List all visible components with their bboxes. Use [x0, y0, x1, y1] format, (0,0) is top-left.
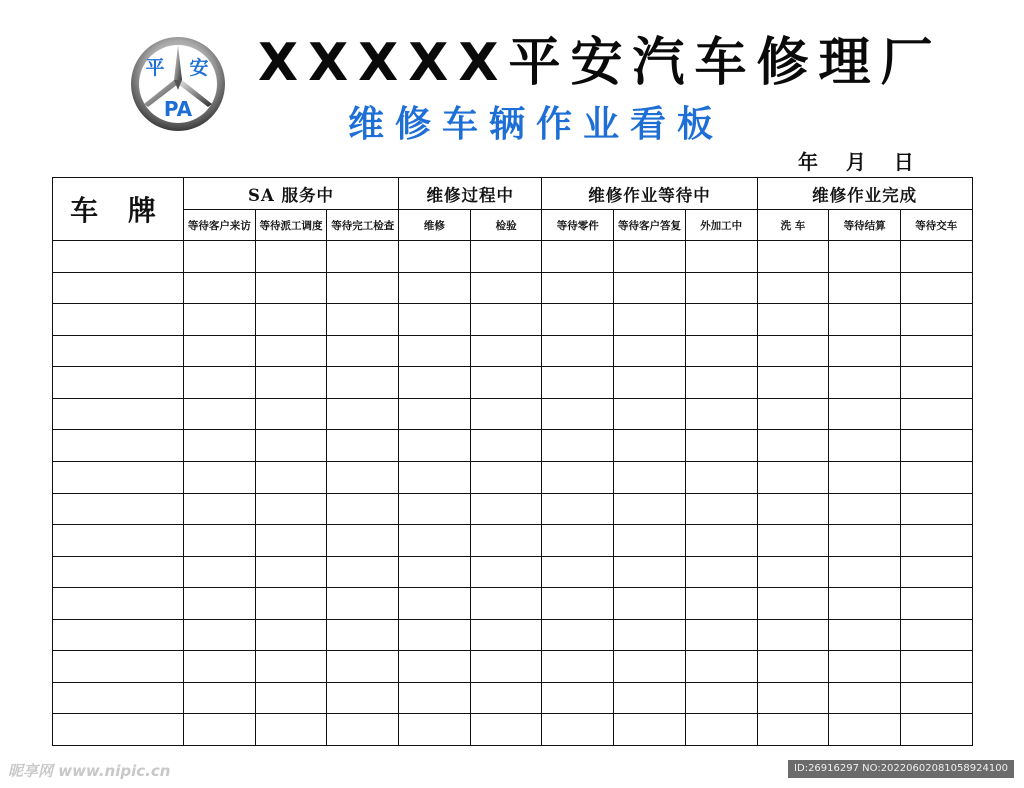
- table-row: [53, 304, 973, 336]
- status-cell: [614, 272, 686, 304]
- status-cell: [327, 335, 399, 367]
- status-cell: [614, 525, 686, 557]
- group-header-waiting: 维修作业等待中: [542, 178, 757, 210]
- status-cell: [542, 241, 614, 273]
- status-cell: [757, 619, 829, 651]
- status-cell: [184, 493, 256, 525]
- star-logo-icon: [128, 34, 228, 134]
- image-id-badge: ID:26916297 NO:20220602081058924100: [788, 760, 1014, 778]
- status-cell: [184, 241, 256, 273]
- status-cell: [470, 304, 542, 336]
- status-cell: [542, 272, 614, 304]
- status-cell: [255, 304, 327, 336]
- group-header-row: [53, 178, 973, 210]
- status-cell: [614, 556, 686, 588]
- status-cell: [542, 651, 614, 683]
- table-row: [53, 682, 973, 714]
- status-cell: [327, 304, 399, 336]
- status-cell: [757, 241, 829, 273]
- status-cell: [757, 714, 829, 746]
- status-cell: [757, 272, 829, 304]
- table-row: [53, 272, 973, 304]
- status-cell: [757, 398, 829, 430]
- status-cell: [685, 304, 757, 336]
- status-cell: [900, 272, 972, 304]
- status-cell: [399, 430, 471, 462]
- status-cell: [829, 241, 901, 273]
- status-cell: [614, 367, 686, 399]
- status-cell: [542, 619, 614, 651]
- logo-char-left: 平: [145, 57, 165, 79]
- status-cell: [255, 682, 327, 714]
- watermark-text: 昵享网 www.nipic.cn: [8, 762, 171, 780]
- status-cell: [614, 588, 686, 620]
- plate-cell: [53, 493, 184, 525]
- plate-cell: [53, 241, 184, 273]
- status-cell: [757, 556, 829, 588]
- status-cell: [542, 682, 614, 714]
- status-cell: [399, 367, 471, 399]
- status-cell: [470, 525, 542, 557]
- status-cell: [757, 651, 829, 683]
- status-cell: [399, 304, 471, 336]
- status-cell: [829, 461, 901, 493]
- status-cell: [255, 493, 327, 525]
- status-cell: [685, 241, 757, 273]
- status-cell: [255, 367, 327, 399]
- status-cell: [542, 461, 614, 493]
- table-row: [53, 461, 973, 493]
- status-cell: [470, 430, 542, 462]
- status-cell: [542, 556, 614, 588]
- plate-cell: [53, 398, 184, 430]
- status-cell: [255, 651, 327, 683]
- status-cell: [685, 398, 757, 430]
- status-cell: [470, 682, 542, 714]
- status-cell: [399, 682, 471, 714]
- status-cell: [900, 556, 972, 588]
- status-cell: [470, 556, 542, 588]
- sub-header: 等待完工检查: [327, 210, 399, 241]
- status-cell: [327, 461, 399, 493]
- sub-header: 检验: [470, 210, 542, 241]
- plate-cell: [53, 714, 184, 746]
- status-cell: [255, 619, 327, 651]
- date-line: 年 月 日: [798, 150, 914, 174]
- status-cell: [757, 682, 829, 714]
- status-cell: [327, 367, 399, 399]
- status-cell: [255, 556, 327, 588]
- status-cell: [757, 367, 829, 399]
- table-row: [53, 241, 973, 273]
- status-cell: [542, 398, 614, 430]
- table-row: [53, 556, 973, 588]
- status-cell: [255, 461, 327, 493]
- status-cell: [327, 619, 399, 651]
- status-cell: [327, 682, 399, 714]
- status-cell: [470, 588, 542, 620]
- status-cell: [399, 525, 471, 557]
- status-cell: [829, 304, 901, 336]
- sub-header: 等待零件: [542, 210, 614, 241]
- logo: [128, 34, 228, 134]
- plate-cell: [53, 651, 184, 683]
- status-cell: [255, 241, 327, 273]
- status-cell: [470, 272, 542, 304]
- sub-header: 外加工中: [685, 210, 757, 241]
- status-cell: [399, 398, 471, 430]
- status-cell: [685, 272, 757, 304]
- status-cell: [685, 430, 757, 462]
- status-cell: [255, 525, 327, 557]
- status-cell: [900, 241, 972, 273]
- status-cell: [829, 556, 901, 588]
- status-cell: [757, 588, 829, 620]
- status-cell: [829, 367, 901, 399]
- status-cell: [685, 367, 757, 399]
- status-cell: [399, 461, 471, 493]
- status-cell: [470, 241, 542, 273]
- status-cell: [399, 335, 471, 367]
- status-cell: [327, 588, 399, 620]
- status-cell: [184, 651, 256, 683]
- status-cell: [327, 525, 399, 557]
- plate-cell: [53, 430, 184, 462]
- status-cell: [255, 714, 327, 746]
- table-row: [53, 367, 973, 399]
- status-cell: [900, 304, 972, 336]
- status-cell: [757, 493, 829, 525]
- status-cell: [900, 619, 972, 651]
- plate-cell: [53, 272, 184, 304]
- status-cell: [399, 714, 471, 746]
- sub-header: 等待结算: [829, 210, 901, 241]
- status-cell: [470, 335, 542, 367]
- status-cell: [470, 619, 542, 651]
- status-cell: [184, 461, 256, 493]
- status-cell: [542, 525, 614, 557]
- group-header-sa: SA 服务中: [184, 178, 399, 210]
- status-cell: [829, 588, 901, 620]
- status-cell: [757, 430, 829, 462]
- status-cell: [470, 461, 542, 493]
- logo-char-right: 安: [189, 57, 209, 79]
- sub-header: 等待交车: [900, 210, 972, 241]
- sub-header: 等待客户答复: [614, 210, 686, 241]
- status-cell: [900, 682, 972, 714]
- sub-header: 洗 车: [757, 210, 829, 241]
- board-subtitle: 维修车辆作业看板: [348, 104, 725, 145]
- status-cell: [685, 682, 757, 714]
- status-cell: [470, 714, 542, 746]
- status-cell: [685, 461, 757, 493]
- status-cell: [399, 272, 471, 304]
- plate-cell: [53, 588, 184, 620]
- status-cell: [184, 525, 256, 557]
- status-cell: [614, 619, 686, 651]
- status-cell: [184, 430, 256, 462]
- status-cell: [614, 430, 686, 462]
- table-row: [53, 619, 973, 651]
- status-cell: [184, 588, 256, 620]
- status-cell: [829, 335, 901, 367]
- status-cell: [184, 619, 256, 651]
- status-cell: [614, 335, 686, 367]
- status-cell: [184, 556, 256, 588]
- table-row: [53, 525, 973, 557]
- status-cell: [542, 304, 614, 336]
- table-row: [53, 398, 973, 430]
- status-cell: [900, 714, 972, 746]
- status-cell: [470, 651, 542, 683]
- status-cell: [900, 651, 972, 683]
- plate-cell: [53, 556, 184, 588]
- status-cell: [900, 398, 972, 430]
- status-cell: [327, 430, 399, 462]
- status-cell: [255, 588, 327, 620]
- plate-cell: [53, 335, 184, 367]
- status-cell: [255, 398, 327, 430]
- logo-letters: PA: [163, 97, 193, 121]
- status-cell: [685, 556, 757, 588]
- table-row: [53, 588, 973, 620]
- status-cell: [900, 493, 972, 525]
- plate-cell: [53, 619, 184, 651]
- status-cell: [184, 304, 256, 336]
- sub-header: 等待派工调度: [255, 210, 327, 241]
- status-cell: [614, 682, 686, 714]
- status-cell: [829, 525, 901, 557]
- status-cell: [327, 556, 399, 588]
- status-cell: [685, 588, 757, 620]
- plate-cell: [53, 304, 184, 336]
- status-cell: [327, 272, 399, 304]
- status-cell: [829, 651, 901, 683]
- status-cell: [399, 493, 471, 525]
- status-cell: [399, 588, 471, 620]
- status-cell: [614, 304, 686, 336]
- status-cell: [184, 272, 256, 304]
- status-cell: [470, 367, 542, 399]
- status-cell: [542, 367, 614, 399]
- board-body: [53, 241, 973, 746]
- table-row: [53, 430, 973, 462]
- status-cell: [900, 335, 972, 367]
- page-title: XXXXX平安汽车修理厂: [258, 33, 943, 93]
- status-cell: [327, 241, 399, 273]
- plate-cell: [53, 461, 184, 493]
- status-cell: [757, 525, 829, 557]
- status-cell: [685, 651, 757, 683]
- status-cell: [542, 493, 614, 525]
- status-cell: [829, 430, 901, 462]
- status-cell: [614, 461, 686, 493]
- status-cell: [542, 714, 614, 746]
- status-cell: [685, 493, 757, 525]
- plate-cell: [53, 367, 184, 399]
- plate-cell: [53, 682, 184, 714]
- plate-header: 车 牌: [53, 178, 184, 241]
- status-cell: [399, 556, 471, 588]
- status-cell: [614, 398, 686, 430]
- status-cell: [184, 398, 256, 430]
- status-cell: [829, 682, 901, 714]
- status-cell: [757, 304, 829, 336]
- status-cell: [399, 619, 471, 651]
- status-cell: [685, 525, 757, 557]
- status-cell: [900, 525, 972, 557]
- status-cell: [184, 714, 256, 746]
- status-cell: [900, 430, 972, 462]
- status-cell: [184, 367, 256, 399]
- status-cell: [327, 714, 399, 746]
- table-row: [53, 714, 973, 746]
- status-cell: [900, 588, 972, 620]
- status-cell: [900, 367, 972, 399]
- status-cell: [829, 714, 901, 746]
- status-cell: [829, 493, 901, 525]
- status-cell: [255, 430, 327, 462]
- status-cell: [542, 335, 614, 367]
- group-header-done: 维修作业完成: [757, 178, 972, 210]
- status-cell: [829, 272, 901, 304]
- sub-header-row: [53, 210, 973, 241]
- sub-header: 等待客户来访: [184, 210, 256, 241]
- status-cell: [829, 398, 901, 430]
- status-cell: [614, 493, 686, 525]
- table-row: [53, 335, 973, 367]
- status-cell: [542, 588, 614, 620]
- status-cell: [255, 335, 327, 367]
- status-cell: [900, 461, 972, 493]
- status-cell: [614, 241, 686, 273]
- status-cell: [399, 241, 471, 273]
- status-cell: [184, 682, 256, 714]
- table-row: [53, 493, 973, 525]
- status-cell: [470, 493, 542, 525]
- status-cell: [614, 651, 686, 683]
- group-header-repairing: 维修过程中: [399, 178, 542, 210]
- status-cell: [327, 493, 399, 525]
- status-cell: [542, 430, 614, 462]
- sub-header: 维修: [399, 210, 471, 241]
- status-cell: [829, 619, 901, 651]
- status-cell: [614, 714, 686, 746]
- repair-board-table: [52, 177, 973, 746]
- status-cell: [757, 335, 829, 367]
- table-row: [53, 651, 973, 683]
- status-cell: [685, 619, 757, 651]
- plate-cell: [53, 525, 184, 557]
- status-cell: [255, 272, 327, 304]
- status-cell: [327, 651, 399, 683]
- status-cell: [184, 335, 256, 367]
- status-cell: [470, 398, 542, 430]
- status-cell: [399, 651, 471, 683]
- status-cell: [685, 714, 757, 746]
- status-cell: [757, 461, 829, 493]
- status-cell: [327, 398, 399, 430]
- status-cell: [685, 335, 757, 367]
